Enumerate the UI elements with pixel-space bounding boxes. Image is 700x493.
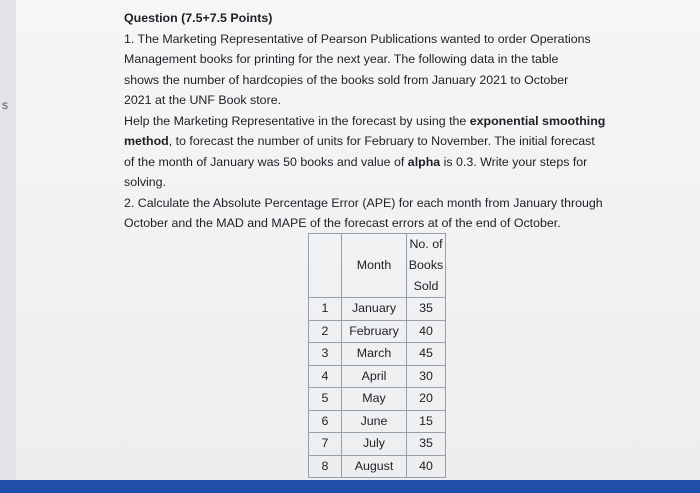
part1-line: Management books for printing for the next year. The following data in the table (124, 52, 559, 66)
table-row (309, 320, 446, 343)
row-books: 20 (407, 388, 446, 411)
question-title: Question (7.5+7.5 Points) (124, 11, 273, 25)
help-text: Help the Marketing Representative in the forecast by using the (124, 113, 470, 128)
part2-line: October and the MAD and MAPE of the forecast errors at of the end of October. (124, 216, 561, 230)
row-num: 5 (309, 388, 342, 411)
row-month: April (342, 365, 407, 388)
row-month: July (342, 433, 407, 456)
table-row (309, 410, 446, 433)
header-books-line: No. of (409, 237, 443, 251)
books-sold-table (308, 233, 446, 478)
row-num: 1 (309, 298, 342, 321)
table-row (309, 455, 446, 478)
row-books: 15 (407, 410, 446, 433)
help-line (124, 131, 664, 152)
margin-mark: s (2, 98, 8, 112)
header-books-line: Sold (413, 279, 439, 293)
bottom-blue-bar (0, 480, 700, 493)
row-num: 7 (309, 433, 342, 456)
header-books-cell (407, 234, 446, 298)
row-month: February (342, 320, 407, 343)
help-text: , to forecast the number of units for February to November. The initial forecast (168, 134, 595, 148)
table-header-row (309, 234, 446, 298)
method-name: exponential smoothing (469, 113, 606, 128)
help-text: of the month of January was 50 books and value of (124, 154, 408, 169)
help-line (124, 152, 664, 173)
part1-paragraph (124, 29, 664, 111)
row-num: 4 (309, 365, 342, 388)
row-books: 45 (407, 343, 446, 366)
row-books: 40 (407, 320, 446, 343)
table-row (309, 343, 446, 366)
alpha-word: alpha (407, 154, 441, 169)
table-row (309, 433, 446, 456)
row-month: January (342, 298, 407, 321)
row-books: 30 (407, 365, 446, 388)
header-month-cell: Month (342, 234, 407, 298)
part1-line: 1. The Marketing Representative of Pearson Publications wanted to order Operations (124, 31, 591, 46)
row-num: 8 (309, 455, 342, 478)
row-month: March (342, 343, 407, 366)
row-month: May (342, 388, 407, 411)
row-month: June (342, 410, 407, 433)
part1-line: shows the number of hardcopies of the books sold from January 2021 to October (124, 72, 569, 87)
table-row (309, 298, 446, 321)
row-num: 3 (309, 343, 342, 366)
header-num-cell (309, 234, 342, 298)
part2-line: 2. Calculate the Absolute Percentage Error (APE) for each month from January through (124, 195, 603, 210)
row-books: 40 (407, 455, 446, 478)
help-paragraph (124, 111, 664, 193)
row-num: 6 (309, 410, 342, 433)
help-text: is 0.3. Write your steps for (440, 154, 588, 169)
row-num: 2 (309, 320, 342, 343)
row-books: 35 (407, 433, 446, 456)
help-line: solving. (124, 175, 167, 189)
question-content (124, 8, 664, 234)
row-books: 35 (407, 298, 446, 321)
table-row (309, 365, 446, 388)
table-row (309, 388, 446, 411)
header-books-line: Books (408, 258, 444, 272)
part1-line: 2021 at the UNF Book store. (124, 93, 282, 107)
part2-paragraph (124, 193, 664, 234)
row-month: August (342, 455, 407, 478)
left-margin (0, 0, 16, 480)
help-line (124, 111, 664, 132)
method-word: method (124, 134, 169, 148)
